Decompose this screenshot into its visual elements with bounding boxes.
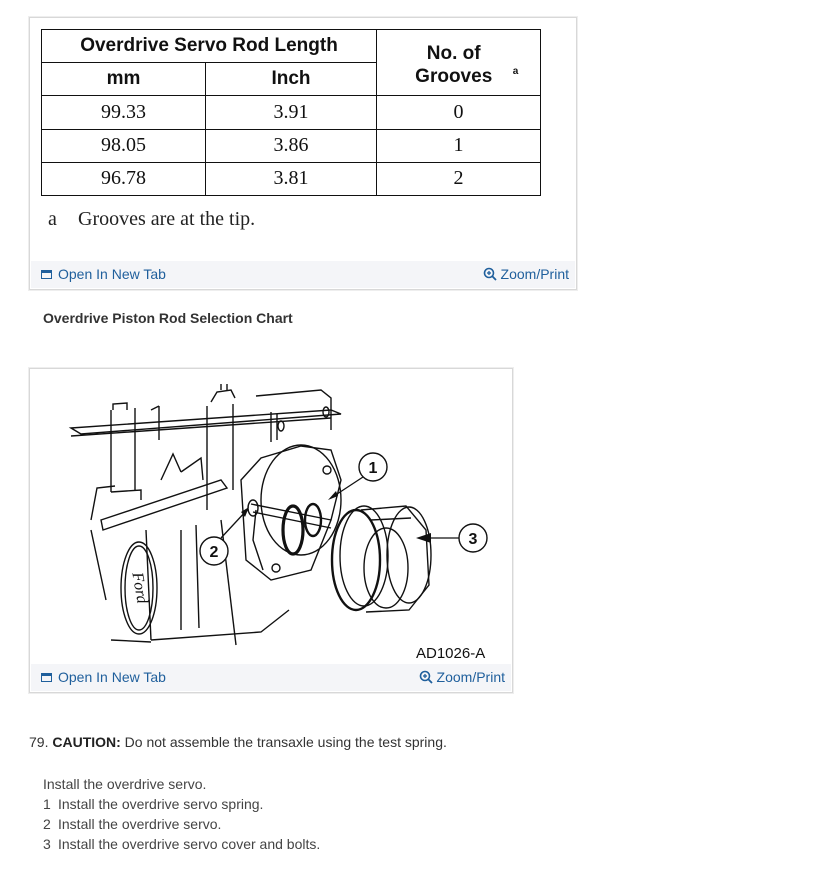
table-row xyxy=(42,162,541,195)
zoom-print-link[interactable] xyxy=(419,669,505,685)
zoom-print-label: Zoom/Print xyxy=(436,669,505,685)
step-number: 79. xyxy=(29,734,49,750)
grooves-header xyxy=(377,30,541,96)
open-in-new-tab-label: Open In New Tab xyxy=(58,669,166,685)
callout-3-label: 3 xyxy=(468,531,478,548)
inch-cell: 3.86 xyxy=(206,129,377,162)
caution-text: Do not assemble the transaxle using the test spring. xyxy=(120,734,447,750)
table-footnote xyxy=(48,208,255,231)
table-caption: Overdrive Piston Rod Selection Chart xyxy=(43,310,293,326)
sub-step-text: Install the overdrive servo spring. xyxy=(58,796,264,812)
footnote-letter: a xyxy=(48,208,57,230)
table-toolbar xyxy=(31,261,575,288)
ford-logo: Ford xyxy=(128,570,151,605)
mm-cell: 96.78 xyxy=(42,162,206,195)
caution-label: CAUTION: xyxy=(52,734,121,750)
sub-step-list xyxy=(43,774,320,854)
zoom-print-link[interactable] xyxy=(483,266,569,282)
servo-illustration xyxy=(31,370,511,664)
inch-cell: 3.91 xyxy=(206,96,377,129)
sub-step-number: 1 xyxy=(43,796,51,812)
mm-cell: 99.33 xyxy=(42,96,206,129)
sub-step-text: Install the overdrive servo cover and bolts. xyxy=(58,836,321,852)
grooves-footnote-marker: a xyxy=(512,66,519,78)
sub-step-number: 3 xyxy=(43,836,51,852)
table-title: Overdrive Servo Rod Length xyxy=(42,30,377,63)
grooves-cell: 0 xyxy=(377,96,541,129)
list-item xyxy=(43,834,320,854)
figure-card xyxy=(29,368,513,693)
servo-rod-table xyxy=(41,29,541,196)
open-in-new-tab-link[interactable] xyxy=(41,266,166,282)
table-card xyxy=(29,17,577,290)
open-in-new-tab-link[interactable] xyxy=(41,669,166,685)
grooves-cell: 1 xyxy=(377,129,541,162)
mm-cell: 98.05 xyxy=(42,129,206,162)
grooves-header-label: No. of Grooves xyxy=(415,42,493,87)
open-in-new-tab-label: Open In New Tab xyxy=(58,266,166,282)
zoom-icon xyxy=(419,670,433,684)
figure-toolbar xyxy=(31,664,511,691)
new-tab-icon xyxy=(41,270,52,279)
sub-step-number: 2 xyxy=(43,816,51,832)
figure-code: AD1026-A xyxy=(416,645,486,662)
callout-2-label: 2 xyxy=(209,544,219,561)
list-item xyxy=(43,814,320,834)
mm-header: mm xyxy=(42,63,206,96)
sub-step-intro: Install the overdrive servo. xyxy=(43,776,207,792)
new-tab-icon xyxy=(41,673,52,682)
step-79 xyxy=(29,734,447,750)
table-row xyxy=(42,129,541,162)
footnote-text: Grooves are at the tip. xyxy=(78,208,256,230)
zoom-print-label: Zoom/Print xyxy=(500,266,569,282)
list-item xyxy=(43,794,320,814)
zoom-icon xyxy=(483,267,497,281)
callout-1-label: 1 xyxy=(368,460,378,477)
table-row xyxy=(42,96,541,129)
inch-cell: 3.81 xyxy=(206,162,377,195)
grooves-cell: 2 xyxy=(377,162,541,195)
sub-step-text: Install the overdrive servo. xyxy=(58,816,222,832)
inch-header: Inch xyxy=(206,63,377,96)
